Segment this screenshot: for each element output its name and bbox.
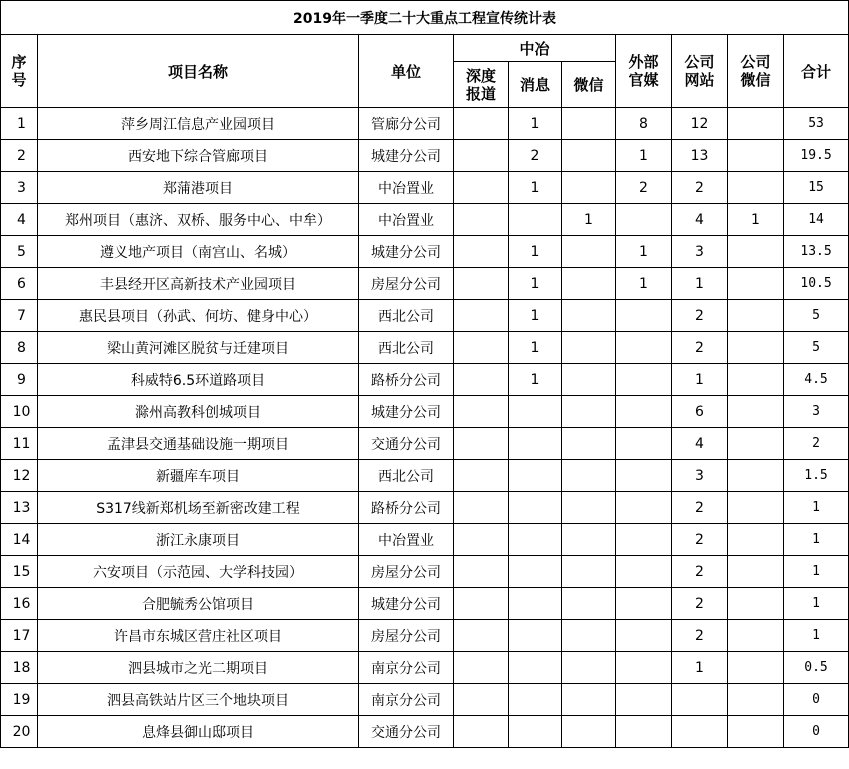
total-cell: 1.5 xyxy=(784,460,849,492)
total-cell: 1 xyxy=(784,524,849,556)
header-wechat: 微信 xyxy=(562,62,616,108)
project-name-cell: 六安项目（示范园、大学科技园） xyxy=(38,556,359,588)
total-cell: 0 xyxy=(784,716,849,748)
seq-cell: 1 xyxy=(1,108,38,140)
company-wechat-cell xyxy=(728,588,784,620)
company-site-cell: 1 xyxy=(672,268,728,300)
project-name-cell: 滁州高教科创城项目 xyxy=(38,396,359,428)
wechat-cell xyxy=(562,460,616,492)
unit-cell: 西北公司 xyxy=(359,332,454,364)
header-seq: 序号 xyxy=(1,35,38,108)
company-wechat-cell xyxy=(728,524,784,556)
external-cell xyxy=(616,204,672,236)
unit-cell: 西北公司 xyxy=(359,300,454,332)
unit-cell: 城建分公司 xyxy=(359,396,454,428)
depth-cell xyxy=(454,524,509,556)
external-cell: 8 xyxy=(616,108,672,140)
depth-cell xyxy=(454,332,509,364)
news-cell xyxy=(509,524,562,556)
seq-cell: 4 xyxy=(1,204,38,236)
company-wechat-cell: 1 xyxy=(728,204,784,236)
depth-cell xyxy=(454,716,509,748)
total-cell: 10.5 xyxy=(784,268,849,300)
seq-cell: 13 xyxy=(1,492,38,524)
news-cell: 2 xyxy=(509,140,562,172)
company-wechat-cell xyxy=(728,556,784,588)
company-wechat-cell xyxy=(728,684,784,716)
external-cell xyxy=(616,428,672,460)
seq-cell: 11 xyxy=(1,428,38,460)
wechat-cell xyxy=(562,428,616,460)
table-row xyxy=(1,556,849,588)
wechat-cell xyxy=(562,140,616,172)
total-cell: 1 xyxy=(784,620,849,652)
header-name: 项目名称 xyxy=(38,35,359,108)
news-cell xyxy=(509,620,562,652)
seq-cell: 5 xyxy=(1,236,38,268)
company-site-cell: 2 xyxy=(672,300,728,332)
depth-cell xyxy=(454,204,509,236)
news-cell: 1 xyxy=(509,108,562,140)
external-cell: 1 xyxy=(616,268,672,300)
unit-cell: 房屋分公司 xyxy=(359,268,454,300)
news-cell xyxy=(509,204,562,236)
table-row xyxy=(1,396,849,428)
wechat-cell xyxy=(562,108,616,140)
depth-cell xyxy=(454,556,509,588)
unit-cell: 城建分公司 xyxy=(359,140,454,172)
unit-cell: 管廊分公司 xyxy=(359,108,454,140)
news-cell: 1 xyxy=(509,236,562,268)
company-site-cell: 2 xyxy=(672,556,728,588)
header-depth: 深度报道 xyxy=(454,62,509,108)
news-cell xyxy=(509,492,562,524)
wechat-cell xyxy=(562,236,616,268)
wechat-cell xyxy=(562,332,616,364)
company-site-cell: 2 xyxy=(672,524,728,556)
external-cell xyxy=(616,684,672,716)
project-name-cell: 合肥毓秀公馆项目 xyxy=(38,588,359,620)
company-site-cell: 2 xyxy=(672,172,728,204)
company-site-cell: 6 xyxy=(672,396,728,428)
company-site-cell: 2 xyxy=(672,620,728,652)
news-cell: 1 xyxy=(509,172,562,204)
project-name-cell: 惠民县项目（孙武、何坊、健身中心） xyxy=(38,300,359,332)
external-cell xyxy=(616,460,672,492)
table-title: 2019年一季度二十大重点工程宣传统计表 xyxy=(1,1,849,35)
seq-cell: 2 xyxy=(1,140,38,172)
external-cell xyxy=(616,620,672,652)
external-cell xyxy=(616,396,672,428)
news-cell xyxy=(509,556,562,588)
project-name-cell: 许昌市东城区营庄社区项目 xyxy=(38,620,359,652)
unit-cell: 路桥分公司 xyxy=(359,364,454,396)
total-cell: 1 xyxy=(784,588,849,620)
total-cell: 19.5 xyxy=(784,140,849,172)
header-row-1 xyxy=(1,35,849,62)
company-site-cell: 3 xyxy=(672,460,728,492)
project-name-cell: 萍乡周江信息产业园项目 xyxy=(38,108,359,140)
seq-cell: 19 xyxy=(1,684,38,716)
unit-cell: 交通分公司 xyxy=(359,428,454,460)
wechat-cell xyxy=(562,364,616,396)
project-name-cell: 梁山黄河滩区脱贫与迁建项目 xyxy=(38,332,359,364)
company-site-cell: 12 xyxy=(672,108,728,140)
company-wechat-cell xyxy=(728,300,784,332)
header-external: 外部官媒 xyxy=(616,35,672,108)
seq-cell: 18 xyxy=(1,652,38,684)
wechat-cell xyxy=(562,268,616,300)
depth-cell xyxy=(454,140,509,172)
company-site-cell: 2 xyxy=(672,588,728,620)
company-wechat-cell xyxy=(728,236,784,268)
table-row xyxy=(1,652,849,684)
total-cell: 0 xyxy=(784,684,849,716)
seq-cell: 9 xyxy=(1,364,38,396)
seq-cell: 15 xyxy=(1,556,38,588)
project-name-cell: 泗县城市之光二期项目 xyxy=(38,652,359,684)
total-cell: 53 xyxy=(784,108,849,140)
depth-cell xyxy=(454,300,509,332)
table-row xyxy=(1,140,849,172)
unit-cell: 房屋分公司 xyxy=(359,556,454,588)
project-name-cell: 郑州项目（惠济、双桥、服务中心、中牟） xyxy=(38,204,359,236)
company-wechat-cell xyxy=(728,620,784,652)
total-cell: 14 xyxy=(784,204,849,236)
wechat-cell xyxy=(562,492,616,524)
table-row xyxy=(1,300,849,332)
table-row xyxy=(1,268,849,300)
external-cell xyxy=(616,300,672,332)
company-site-cell xyxy=(672,716,728,748)
company-site-cell: 4 xyxy=(672,204,728,236)
company-wechat-cell xyxy=(728,428,784,460)
news-cell xyxy=(509,588,562,620)
depth-cell xyxy=(454,364,509,396)
seq-cell: 10 xyxy=(1,396,38,428)
table-row xyxy=(1,684,849,716)
table-row xyxy=(1,716,849,748)
header-news: 消息 xyxy=(509,62,562,108)
project-name-cell: 浙江永康项目 xyxy=(38,524,359,556)
external-cell xyxy=(616,524,672,556)
project-name-cell: 泗县高铁站片区三个地块项目 xyxy=(38,684,359,716)
external-cell: 1 xyxy=(616,236,672,268)
table-row xyxy=(1,428,849,460)
company-site-cell: 4 xyxy=(672,428,728,460)
wechat-cell xyxy=(562,652,616,684)
total-cell: 1 xyxy=(784,556,849,588)
total-cell: 1 xyxy=(784,492,849,524)
table-row xyxy=(1,108,849,140)
seq-cell: 20 xyxy=(1,716,38,748)
company-site-cell: 3 xyxy=(672,236,728,268)
depth-cell xyxy=(454,492,509,524)
header-company-wechat: 公司微信 xyxy=(728,35,784,108)
project-name-cell: 丰县经开区高新技术产业园项目 xyxy=(38,268,359,300)
seq-cell: 7 xyxy=(1,300,38,332)
company-wechat-cell xyxy=(728,332,784,364)
news-cell xyxy=(509,460,562,492)
depth-cell xyxy=(454,652,509,684)
total-cell: 4.5 xyxy=(784,364,849,396)
depth-cell xyxy=(454,396,509,428)
wechat-cell xyxy=(562,620,616,652)
project-name-cell: 息烽县御山邸项目 xyxy=(38,716,359,748)
unit-cell: 城建分公司 xyxy=(359,588,454,620)
external-cell: 1 xyxy=(616,140,672,172)
table-row xyxy=(1,460,849,492)
company-wechat-cell xyxy=(728,460,784,492)
project-name-cell: 科威特6.5环道路项目 xyxy=(38,364,359,396)
news-cell xyxy=(509,716,562,748)
depth-cell xyxy=(454,684,509,716)
depth-cell xyxy=(454,268,509,300)
external-cell xyxy=(616,492,672,524)
company-site-cell: 1 xyxy=(672,652,728,684)
depth-cell xyxy=(454,588,509,620)
depth-cell xyxy=(454,108,509,140)
project-name-cell: 西安地下综合管廊项目 xyxy=(38,140,359,172)
seq-cell: 8 xyxy=(1,332,38,364)
external-cell xyxy=(616,716,672,748)
seq-cell: 6 xyxy=(1,268,38,300)
depth-cell xyxy=(454,460,509,492)
external-cell xyxy=(616,652,672,684)
wechat-cell xyxy=(562,300,616,332)
header-company-site: 公司网站 xyxy=(672,35,728,108)
table-row xyxy=(1,620,849,652)
news-cell xyxy=(509,428,562,460)
unit-cell: 西北公司 xyxy=(359,460,454,492)
unit-cell: 中冶置业 xyxy=(359,524,454,556)
total-cell: 5 xyxy=(784,332,849,364)
unit-cell: 城建分公司 xyxy=(359,236,454,268)
depth-cell xyxy=(454,428,509,460)
total-cell: 5 xyxy=(784,300,849,332)
external-cell: 2 xyxy=(616,172,672,204)
news-cell xyxy=(509,684,562,716)
project-name-cell: 新疆库车项目 xyxy=(38,460,359,492)
title-row xyxy=(1,1,849,35)
company-wechat-cell xyxy=(728,140,784,172)
table-row xyxy=(1,492,849,524)
company-site-cell: 2 xyxy=(672,492,728,524)
wechat-cell xyxy=(562,172,616,204)
seq-cell: 17 xyxy=(1,620,38,652)
table-row xyxy=(1,588,849,620)
unit-cell: 交通分公司 xyxy=(359,716,454,748)
company-site-cell: 2 xyxy=(672,332,728,364)
news-cell: 1 xyxy=(509,300,562,332)
total-cell: 3 xyxy=(784,396,849,428)
project-name-cell: 遵义地产项目（南宫山、名城） xyxy=(38,236,359,268)
external-cell xyxy=(616,364,672,396)
wechat-cell xyxy=(562,716,616,748)
wechat-cell xyxy=(562,556,616,588)
company-wechat-cell xyxy=(728,396,784,428)
total-cell: 13.5 xyxy=(784,236,849,268)
news-cell xyxy=(509,652,562,684)
news-cell xyxy=(509,396,562,428)
table-row xyxy=(1,332,849,364)
total-cell: 15 xyxy=(784,172,849,204)
company-site-cell xyxy=(672,684,728,716)
wechat-cell xyxy=(562,588,616,620)
seq-cell: 14 xyxy=(1,524,38,556)
company-wechat-cell xyxy=(728,172,784,204)
wechat-cell xyxy=(562,396,616,428)
company-wechat-cell xyxy=(728,364,784,396)
company-wechat-cell xyxy=(728,716,784,748)
seq-cell: 16 xyxy=(1,588,38,620)
company-site-cell: 13 xyxy=(672,140,728,172)
table-row xyxy=(1,172,849,204)
header-zhongye: 中冶 xyxy=(454,35,616,62)
seq-cell: 12 xyxy=(1,460,38,492)
news-cell: 1 xyxy=(509,268,562,300)
external-cell xyxy=(616,332,672,364)
company-wechat-cell xyxy=(728,652,784,684)
wechat-cell xyxy=(562,684,616,716)
project-name-cell: 孟津县交通基础设施一期项目 xyxy=(38,428,359,460)
table-row xyxy=(1,204,849,236)
unit-cell: 房屋分公司 xyxy=(359,620,454,652)
external-cell xyxy=(616,588,672,620)
table-row xyxy=(1,364,849,396)
header-total: 合计 xyxy=(784,35,849,108)
table-row xyxy=(1,524,849,556)
header-unit: 单位 xyxy=(359,35,454,108)
external-cell xyxy=(616,556,672,588)
unit-cell: 南京分公司 xyxy=(359,684,454,716)
company-wechat-cell xyxy=(728,268,784,300)
news-cell: 1 xyxy=(509,364,562,396)
wechat-cell: 1 xyxy=(562,204,616,236)
project-name-cell: S317线新郑机场至新密改建工程 xyxy=(38,492,359,524)
project-name-cell: 郑蒲港项目 xyxy=(38,172,359,204)
total-cell: 2 xyxy=(784,428,849,460)
unit-cell: 路桥分公司 xyxy=(359,492,454,524)
wechat-cell xyxy=(562,524,616,556)
unit-cell: 南京分公司 xyxy=(359,652,454,684)
company-wechat-cell xyxy=(728,108,784,140)
news-cell: 1 xyxy=(509,332,562,364)
company-site-cell: 1 xyxy=(672,364,728,396)
depth-cell xyxy=(454,620,509,652)
unit-cell: 中冶置业 xyxy=(359,172,454,204)
depth-cell xyxy=(454,236,509,268)
unit-cell: 中冶置业 xyxy=(359,204,454,236)
total-cell: 0.5 xyxy=(784,652,849,684)
company-wechat-cell xyxy=(728,492,784,524)
depth-cell xyxy=(454,172,509,204)
seq-cell: 3 xyxy=(1,172,38,204)
table-row xyxy=(1,236,849,268)
